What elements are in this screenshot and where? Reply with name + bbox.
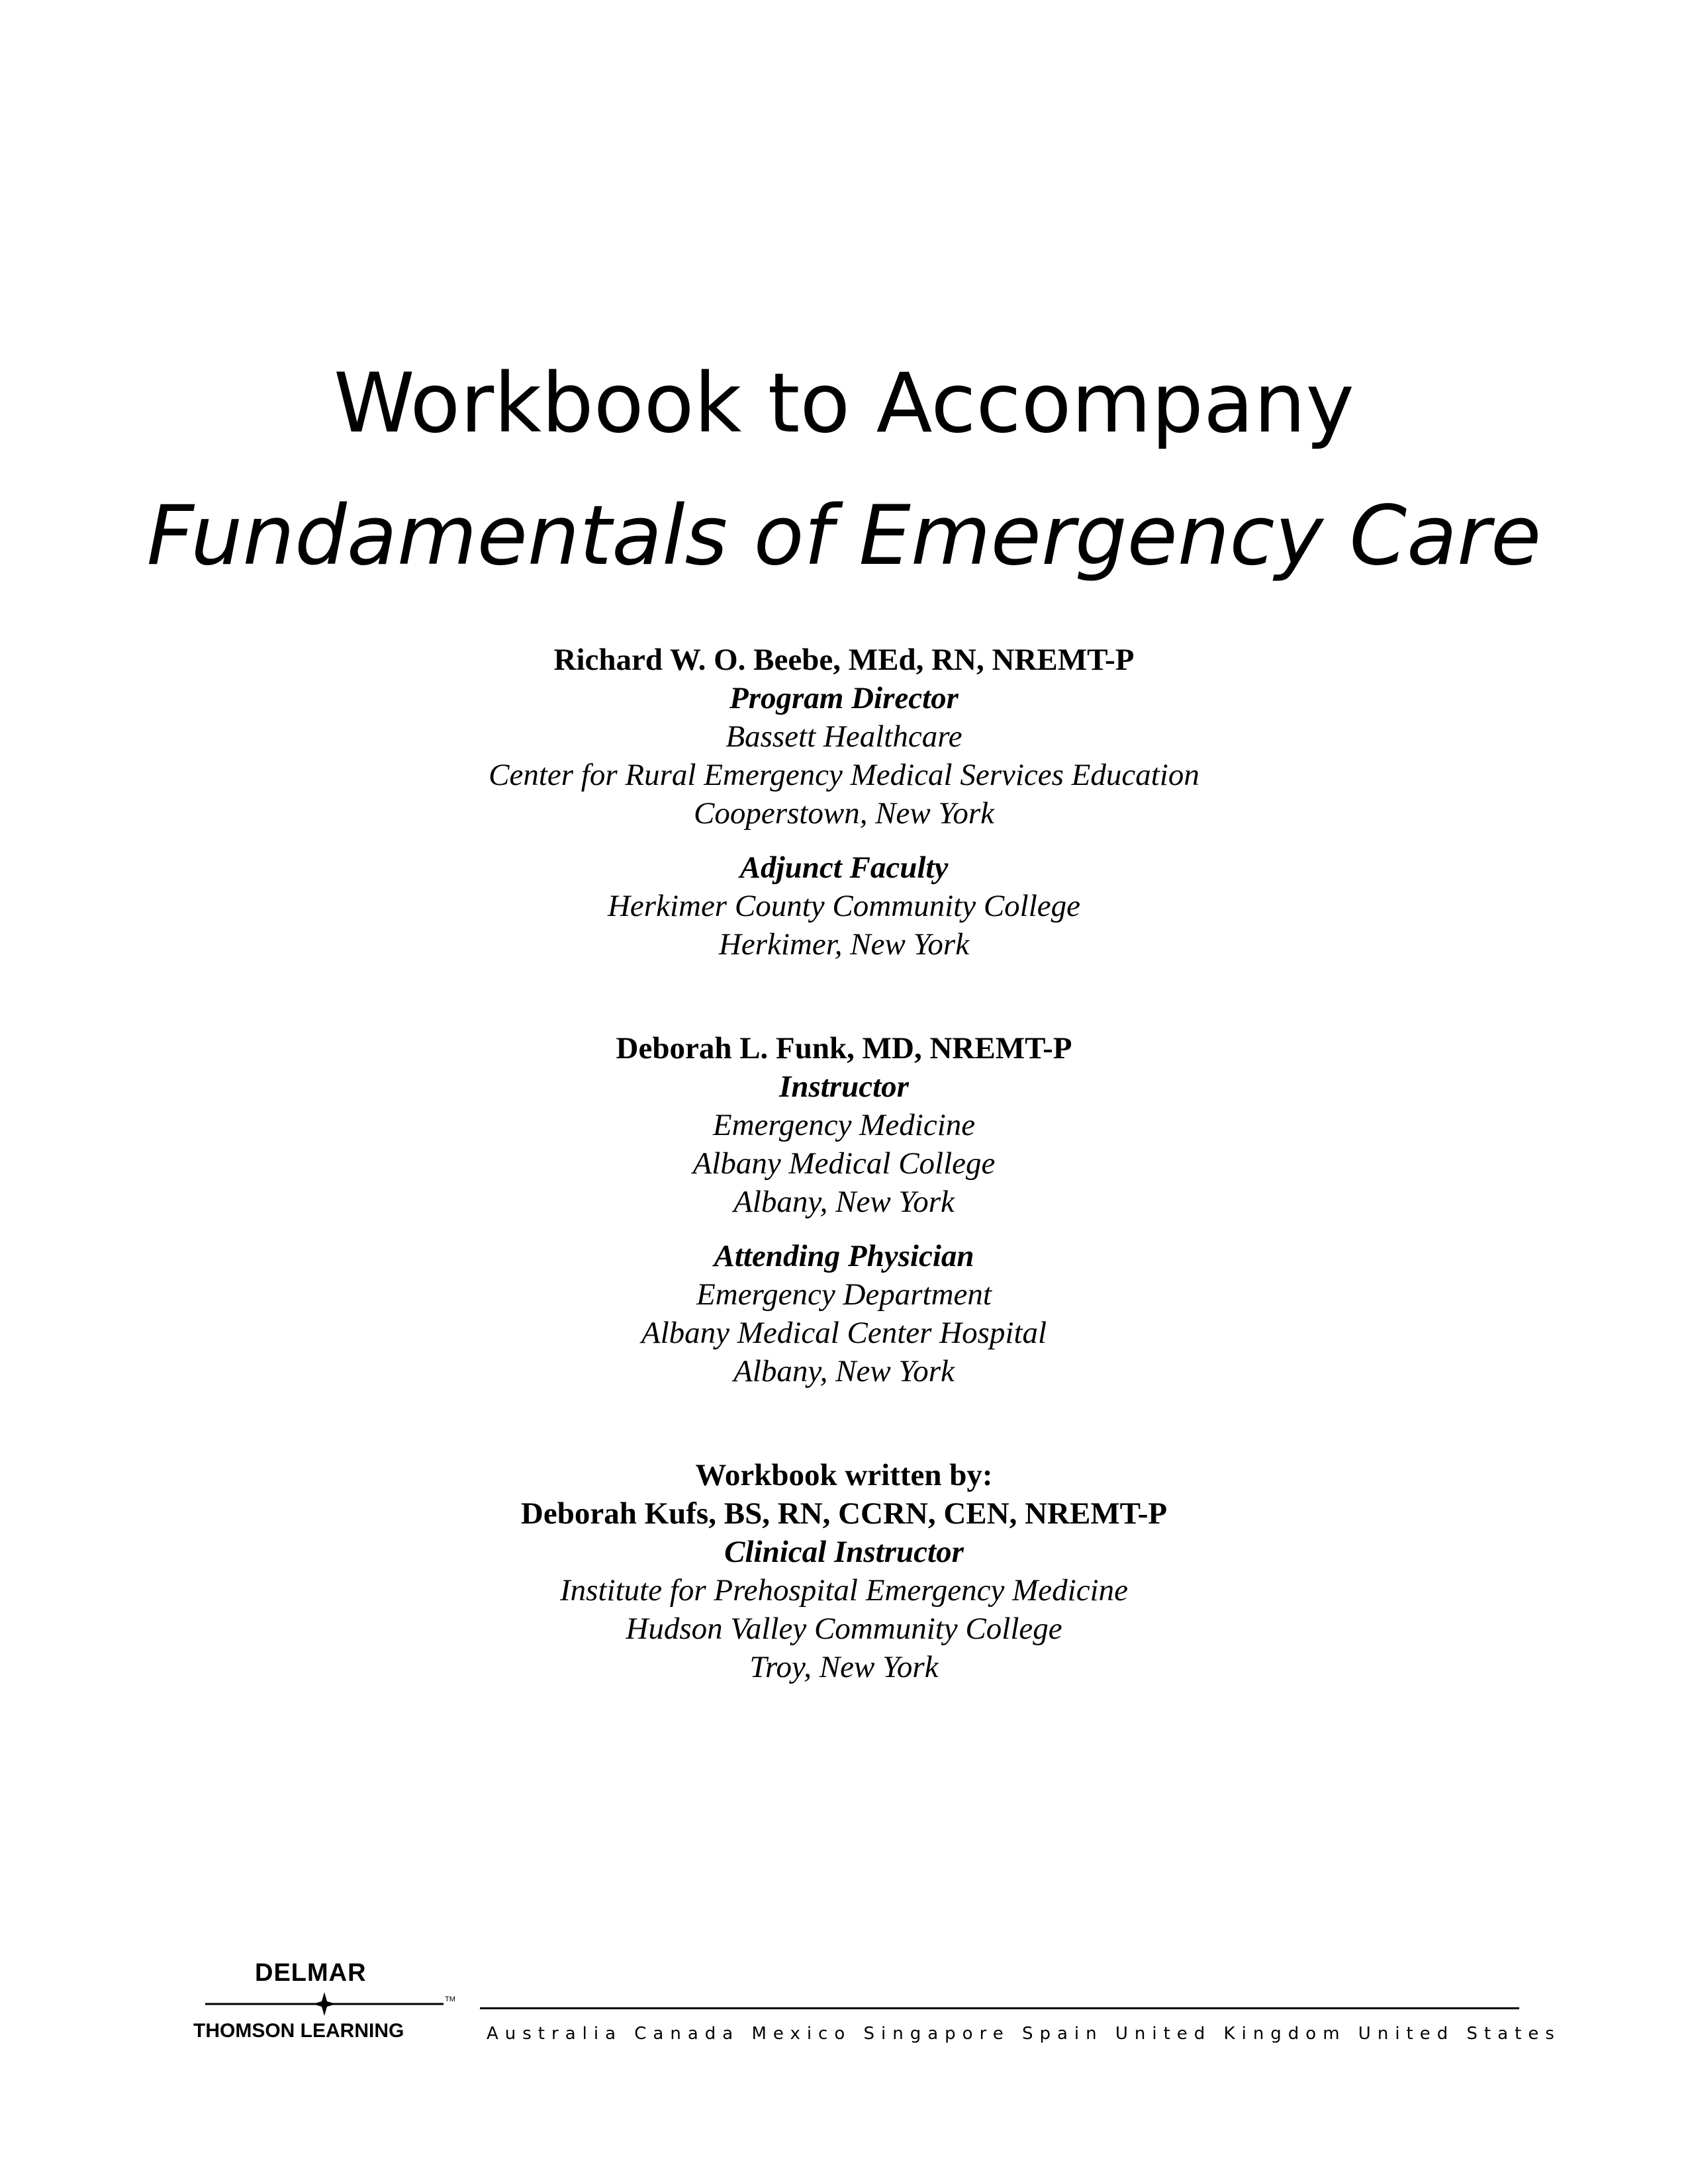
affiliation-line: Albany, New York: [733, 1185, 955, 1219]
publisher-name-bottom: THOMSON LEARNING: [193, 2020, 404, 2042]
author-block-beebe: [0, 641, 1688, 964]
affiliation-line: Herkimer County Community College: [607, 889, 1081, 923]
affiliation-line: Albany Medical College: [692, 1146, 996, 1181]
affiliation-line: Emergency Medicine: [712, 1108, 976, 1142]
affiliation-line: Hudson Valley Community College: [626, 1612, 1062, 1646]
affiliation-line: Cooperstown, New York: [694, 796, 994, 831]
affiliation-line: Troy, New York: [749, 1650, 939, 1684]
author-role: Instructor: [779, 1069, 909, 1104]
author-role: Adjunct Faculty: [739, 850, 949, 885]
affiliation-line: Emergency Department: [696, 1277, 992, 1312]
publisher-logo: [185, 1959, 463, 2065]
author-name: Deborah Kufs, BS, RN, CCRN, CEN, NREMT-P: [520, 1496, 1168, 1531]
trademark-mark: TM: [445, 1995, 455, 2003]
book-title-line1: Workbook to Accompany: [334, 356, 1354, 451]
workbook-author-block: [0, 1456, 1688, 1686]
star-line-icon: [185, 1991, 463, 2017]
affiliation-line: Bassett Healthcare: [726, 719, 962, 754]
author-role: Clinical Instructor: [724, 1535, 964, 1569]
author-name: Deborah L. Funk, MD, NREMT-P: [616, 1031, 1072, 1066]
footer-divider: [480, 2007, 1519, 2009]
publisher-name-top: DELMAR: [255, 1959, 367, 1987]
affiliation-line: Albany Medical Center Hospital: [641, 1316, 1047, 1350]
author-role: Program Director: [729, 681, 959, 715]
workbook-intro: Workbook written by:: [695, 1458, 993, 1492]
affiliation-line: Herkimer, New York: [718, 927, 970, 962]
author-name: Richard W. O. Beebe, MEd, RN, NREMT-P: [553, 643, 1135, 677]
book-title-line2: Fundamentals of Emergency Care: [146, 488, 1542, 584]
affiliation-line: Albany, New York: [733, 1354, 955, 1388]
author-block-funk: [0, 1029, 1688, 1390]
affiliation-line: Institute for Prehospital Emergency Medicine: [560, 1573, 1128, 1608]
countries-list: Australia Canada Mexico Singapore Spain United Kingdom United States: [487, 2024, 1561, 2044]
author-role: Attending Physician: [714, 1239, 974, 1273]
affiliation-line: Center for Rural Emergency Medical Services Education: [489, 758, 1199, 792]
